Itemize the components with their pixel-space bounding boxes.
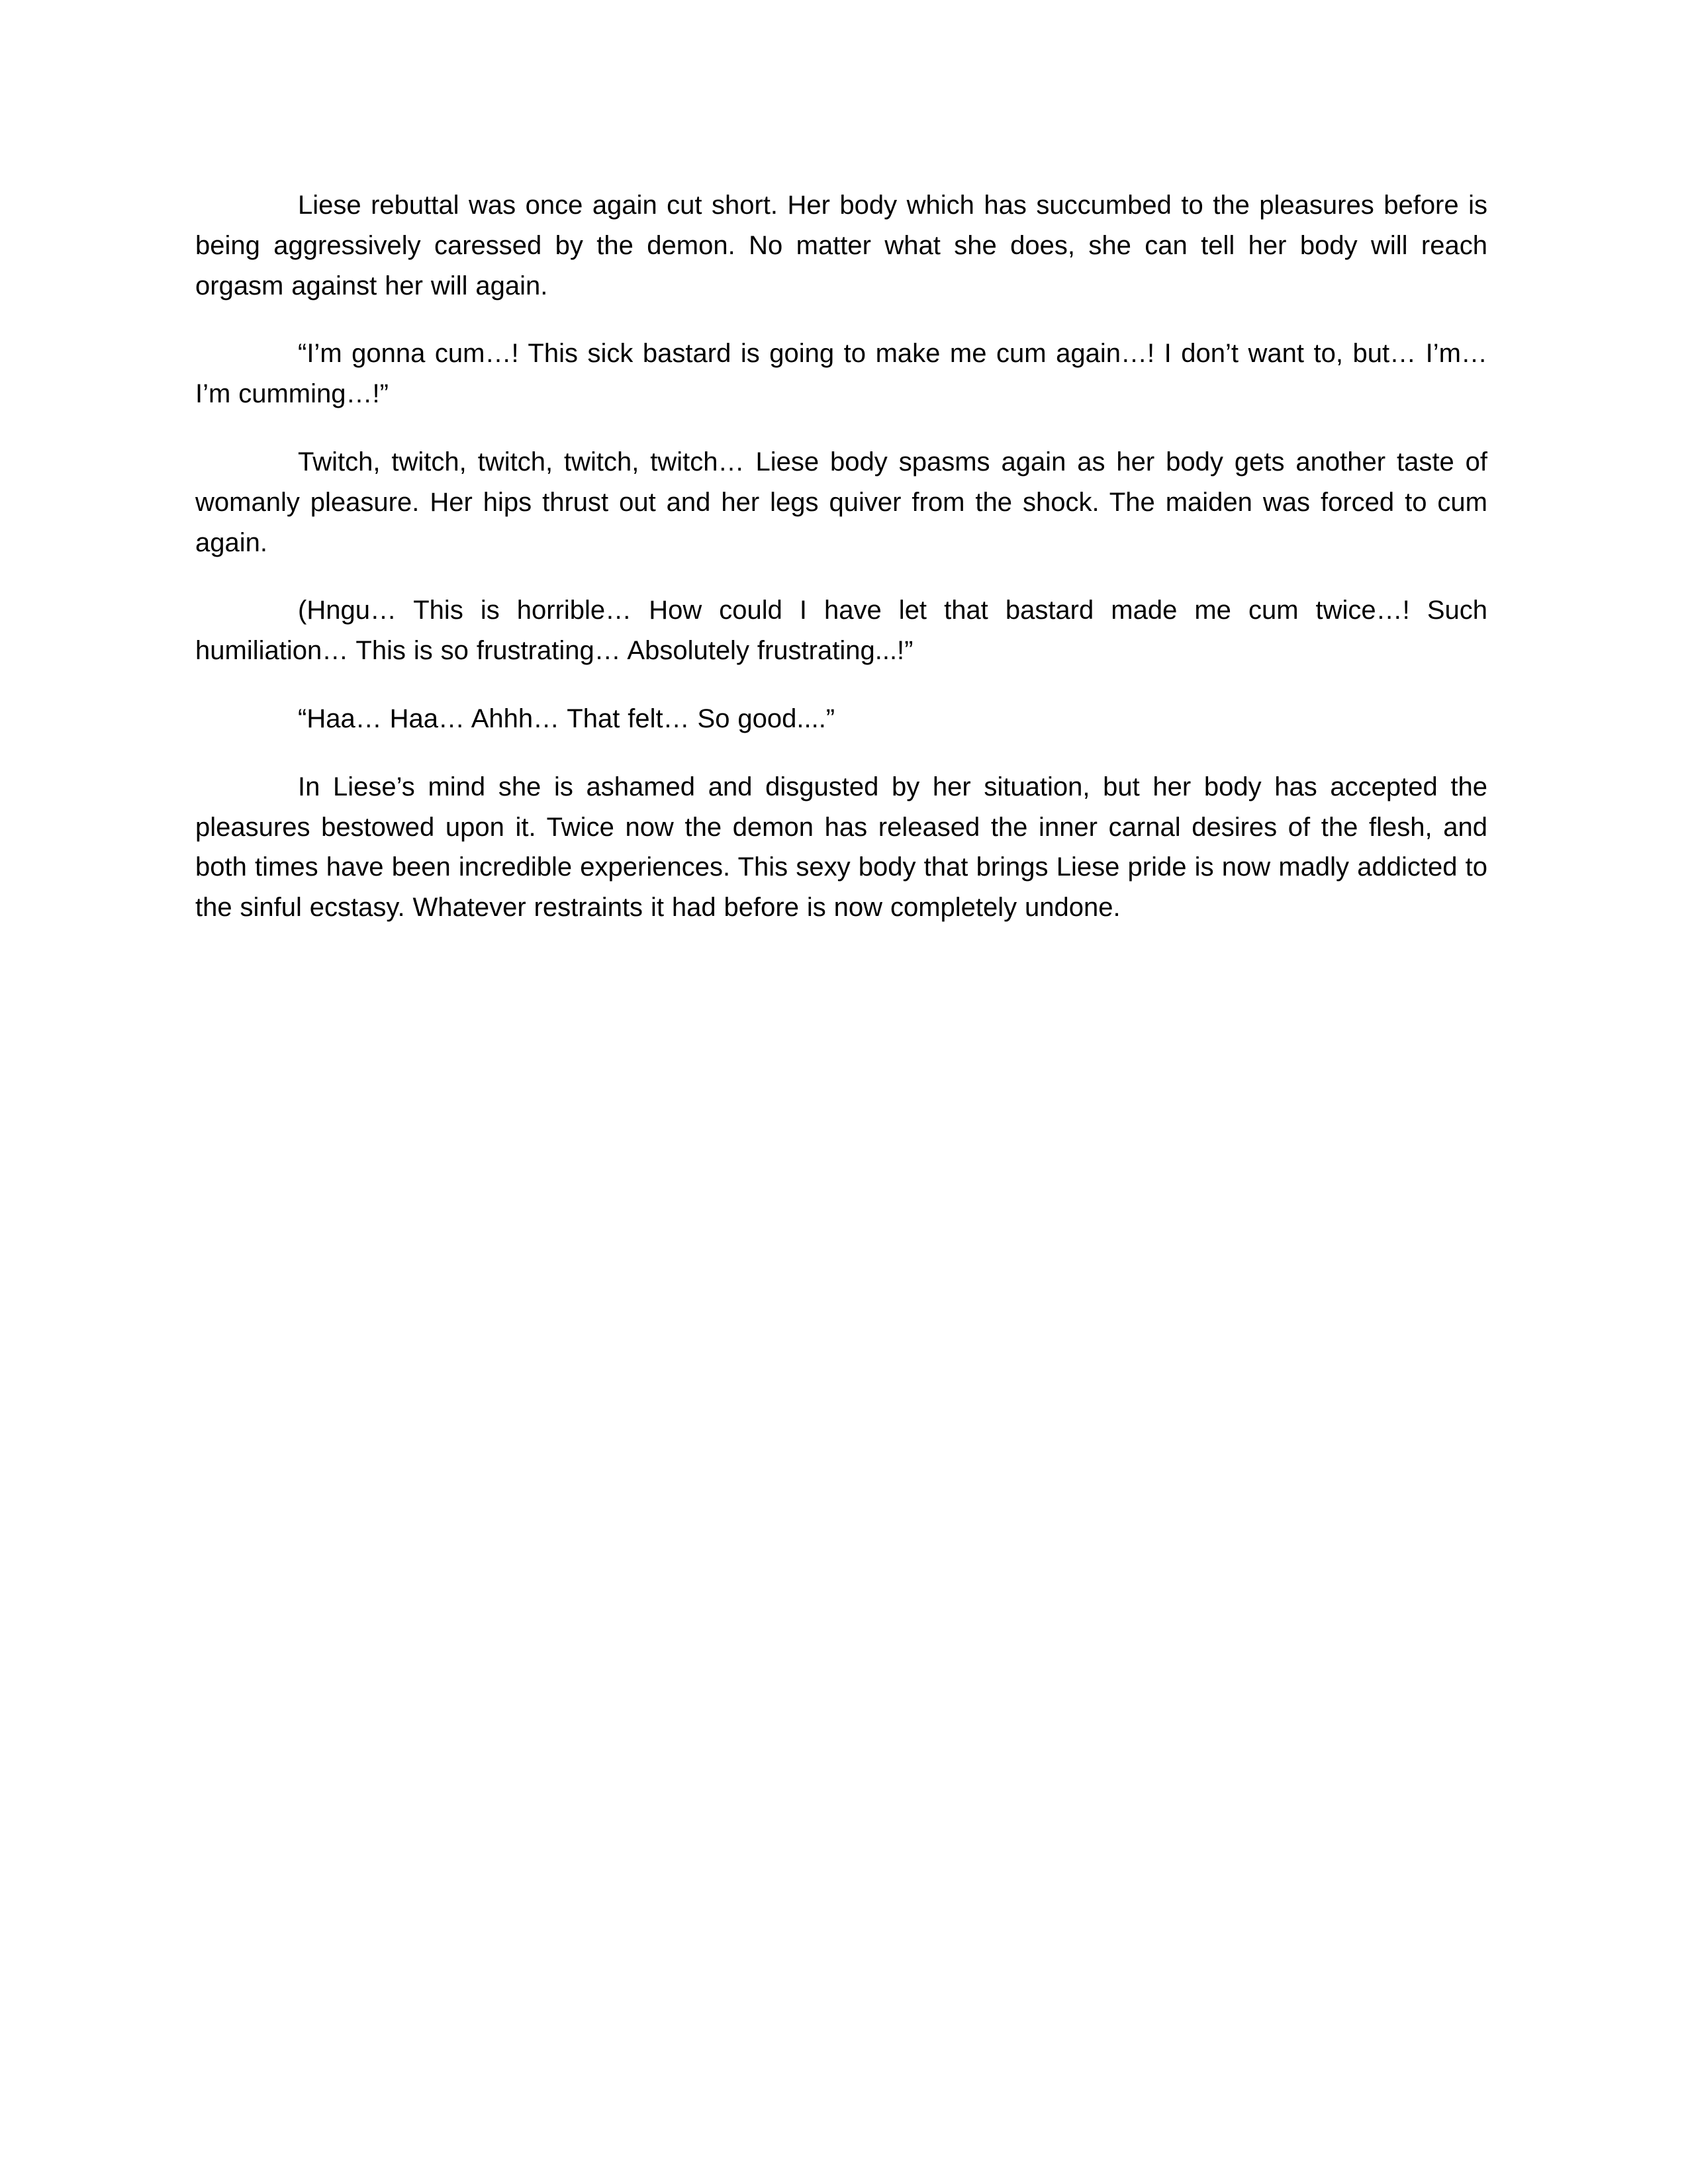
paragraph: In Liese’s mind she is ashamed and disgusted by her situation, but her body has accepted the pleasures bestowed upon it. Twice now the demon has released the inner carnal desires of the flesh, and both times have been incredible experiences. This sexy body that brings Liese pride is now madly addicted to the sinful ecstasy. Whatever restraints it had before is now completely undone.	[195, 772, 1487, 923]
paragraph: “I’m gonna cum…! This sick bastard is going to make me cum again…! I don’t want to, but… I’m… I’m cumming…!”	[195, 339, 1487, 409]
paragraph: Twitch, twitch, twitch, twitch, twitch… Liese body spasms again as her body gets another taste of womanly pleasure. Her hips thrust out and her legs quiver from the shock. The maiden was forced to cum again.	[195, 447, 1487, 557]
paragraph: (Hngu… This is horrible… How could I have let that bastard made me cum twice…! Such humiliation… This is so frustrating… Absolutely frustrating...!”	[195, 596, 1487, 666]
paragraph: “Haa… Haa… Ahhh… That felt… So good....”	[298, 704, 835, 733]
paragraph: Liese rebuttal was once again cut short. Her body which has succumbed to the pleasures before is being aggressively caressed by the demon. No matter what she does, she can tell her body will reach orgasm against her will again.	[195, 191, 1487, 300]
document-body	[195, 185, 1487, 928]
